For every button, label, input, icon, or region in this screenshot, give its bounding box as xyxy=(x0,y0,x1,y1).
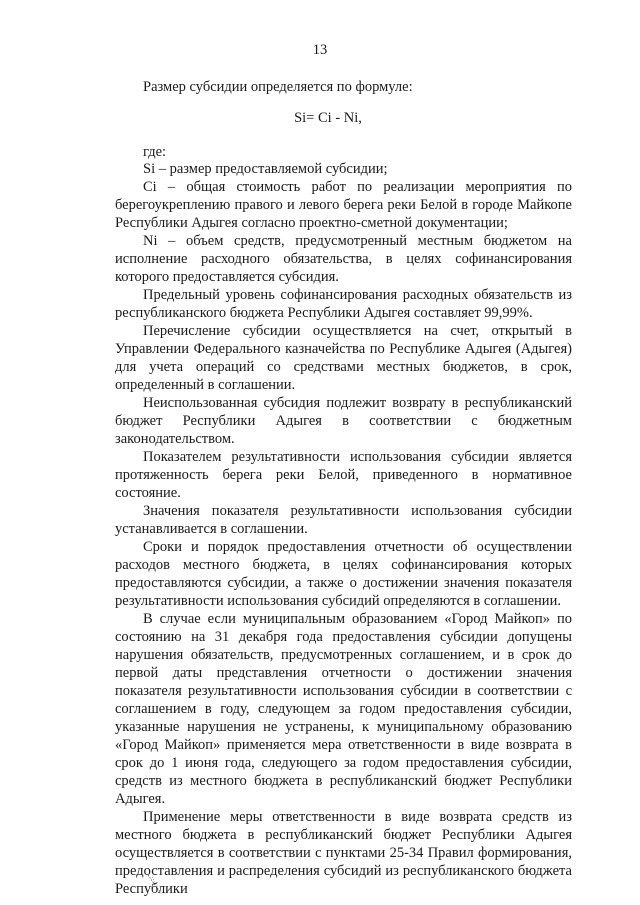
paragraph-performance-indicator: Показателем результативности использования субсидии является протяженность берега реки Белой, приведенного в нормативное состояние. xyxy=(115,449,572,501)
body-text xyxy=(115,160,572,898)
paragraph-reporting: Сроки и порядок предоставления отчетности об осуществлении расходов местного бюджета, в целях софинансирования которых предоставляются субсидии, а также о достижении значения показателя результативности использования субсидий определяются в соглашении. xyxy=(115,539,572,609)
paragraph-unused-subsidy: Неиспользованная субсидия подлежит возврату в республиканский бюджет Республики Адыгея в соответствии с бюджетным законодательством. xyxy=(115,395,572,447)
paragraph-transfer: Перечисление субсидии осуществляется на счет, открытый в Управлении Федерального казначейства по Республике Адыгея (Адыгея) для учета операций со средствами местных бюджетов, в срок, определенный в соглашении. xyxy=(115,323,572,393)
paragraph-ci: Ci – общая стоимость работ по реализации мероприятия по берегоукреплению правого и левого берега реки Белой в городе Майкопе Республики Адыгея согласно проектно-сметной документации; xyxy=(115,179,572,231)
subsidy-formula: Si= Ci - Ni, xyxy=(294,110,362,126)
paragraph-si: Si – размер предоставляемой субсидии; xyxy=(143,161,388,177)
where-label: где: xyxy=(143,144,167,160)
pen-mark xyxy=(146,873,164,897)
formula-intro: Размер субсидии определяется по формуле: xyxy=(143,79,413,95)
page-number: 13 xyxy=(312,42,328,58)
paragraph-responsibility: Применение меры ответственности в виде возврата средств из местного бюджета в республиканский бюджет Республики Адыгея осуществляется в соответствии с пунктами 25-34 Правил формирования, предоставления и распределения субсидий из республиканского бюджета Республики xyxy=(115,809,572,897)
paragraph-ni: Ni – объем средств, предусмотренный местным бюджетом на исполнение расходного обязательства, в целях софинансирования которого предоставляется субсидия. xyxy=(115,233,572,285)
paragraph-violations: В случае если муниципальным образованием «Город Майкоп» по состоянию на 31 декабря года предоставления субсидии допущены нарушения обязательств, предусмотренных соглашением, и в срок до первой даты представления отчетности о достижении значения показателя результативности использования субсидии в соответствии с соглашением в году, следующем за годом предоставления субсидии, указанные нарушения не устранены, к муниципальному образованию «Город Майкоп» применяется мера ответственности в виде возврата в срок до 1 июня года, следующего за годом предоставления субсидии, средств из местного бюджета в республиканский бюджет Республики Адыгея. xyxy=(115,611,572,807)
paragraph-cofinancing-level: Предельный уровень софинансирования расходных обязательств из республиканского бюджета Республики Адыгея составляет 99,99%. xyxy=(115,287,572,321)
paragraph-indicator-values: Значения показателя результативности использования субсидии устанавливается в соглашении. xyxy=(115,503,572,537)
